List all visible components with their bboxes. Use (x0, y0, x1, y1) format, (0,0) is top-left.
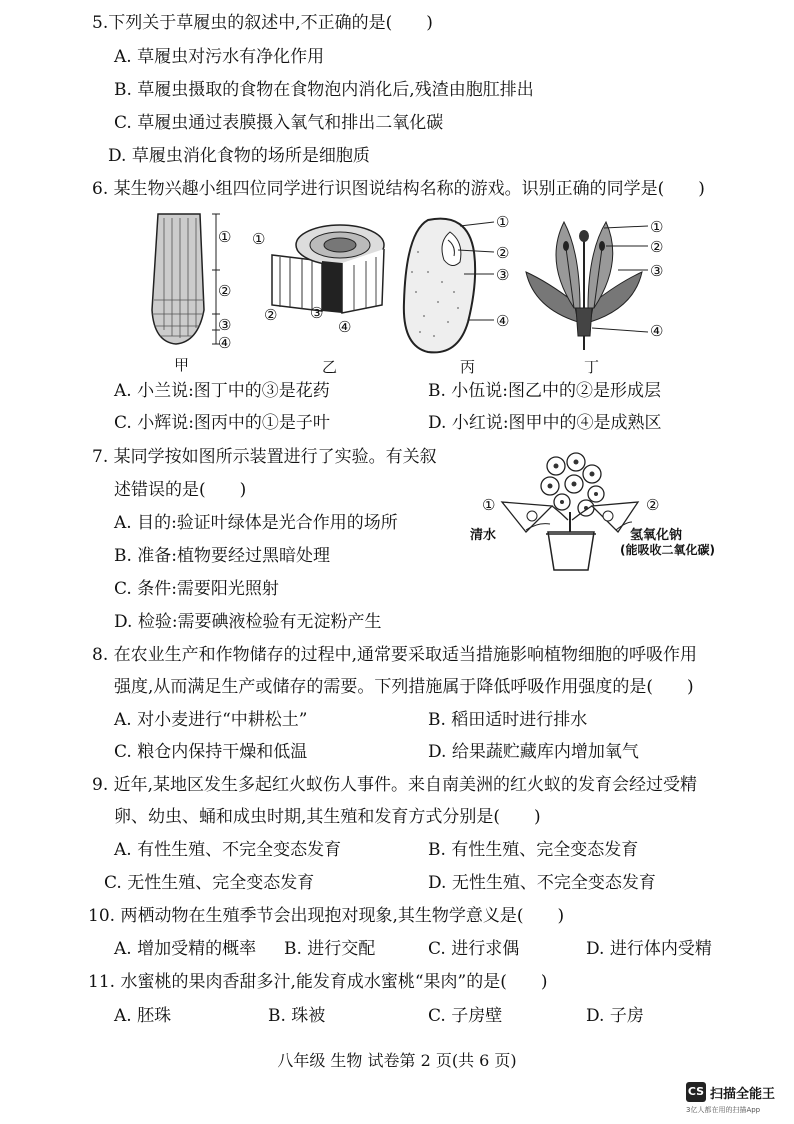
q9-option-a: A. 有性生殖、不完全变态发育 (114, 840, 342, 860)
q8-stem-line2: 强度,从而满足生产或储存的需要。下列措施属于降低呼吸作用强度的是( ) (114, 677, 694, 697)
q10-option-d: D. 进行体内受精 (586, 939, 712, 959)
q9-option-d: D. 无性生殖、不完全变态发育 (428, 873, 656, 893)
fig-jia-label: 甲 (174, 356, 190, 374)
q7-option-c: C. 条件:需要阳光照射 (114, 579, 279, 599)
q7-fig-water-label: 清水 (470, 528, 497, 543)
q6-option-b: B. 小伍说:图乙中的②是形成层 (428, 381, 662, 401)
fig-bing-label: 丙 (460, 358, 476, 376)
fig-ding-label: 丁 (584, 358, 600, 376)
q8-option-d: D. 给果蔬贮藏库内增加氧气 (428, 742, 639, 762)
q9-stem-line1: 9. 近年,某地区发生多起红火蚁伤人事件。来自南美洲的红火蚁的发育会经过受精 (92, 775, 698, 795)
q5-option-d: D. 草履虫消化食物的场所是细胞质 (108, 146, 370, 166)
q6-stem: 6. 某生物兴趣小组四位同学进行识图说结构名称的游戏。识别正确的同学是( ) (92, 179, 705, 199)
fig-yi-marker-1: ① (252, 230, 266, 248)
fig-jia-marker-4: ④ (218, 334, 232, 352)
scanner-app-name: 扫描全能王 (710, 1087, 776, 1102)
q7-option-b: B. 准备:植物要经过黑暗处理 (114, 546, 331, 566)
page-footer: 八年级 生物 试卷第 2 页(共 6 页) (277, 1051, 517, 1070)
figure-flower (514, 212, 654, 352)
fig-yi-marker-2: ② (264, 306, 278, 324)
q9-stem-line2: 卵、幼虫、蛹和成虫时期,其生殖和发育方式分别是( ) (114, 807, 541, 827)
q6-option-a: A. 小兰说:图丁中的③是花药 (114, 381, 330, 401)
figure-woody-stem (262, 215, 392, 335)
q9-option-c: C. 无性生殖、完全变态发育 (104, 873, 315, 893)
q10-option-a: A. 增加受精的概率 (114, 939, 257, 959)
fig-yi-marker-3: ③ (310, 304, 324, 322)
fig-ding-marker-3: ③ (650, 262, 664, 280)
q7-stem-line2: 述错误的是( ) (114, 480, 247, 500)
q5-option-a: A. 草履虫对污水有净化作用 (114, 47, 325, 67)
fig-bing-marker-3: ③ (496, 266, 510, 284)
figure-root-tip (140, 210, 250, 350)
fig-bing-marker-2: ② (496, 244, 510, 262)
q7-stem-line1: 7. 某同学按如图所示装置进行了实验。有关叙 (92, 447, 437, 467)
fig-ding-marker-1: ① (650, 218, 664, 236)
q7-fig-naoh-note: (能吸收二氧化碳) (620, 543, 715, 557)
fig-ding-marker-2: ② (650, 238, 664, 256)
scanner-watermark (686, 1082, 786, 1118)
scanner-logo-icon: CS (686, 1082, 706, 1102)
q10-option-c: C. 进行求偶 (428, 939, 520, 959)
q6-option-d: D. 小红说:图甲中的④是成熟区 (428, 413, 662, 433)
fig-jia-marker-1: ① (218, 228, 232, 246)
q11-stem: 11. 水蜜桃的果肉香甜多汁,能发育成水蜜桃“果肉”的是( ) (88, 972, 548, 992)
scanner-slogan: 3亿人都在用的扫描App (686, 1106, 761, 1114)
fig-bing-marker-4: ④ (496, 312, 510, 330)
fig-jia-marker-2: ② (218, 282, 232, 300)
q7-fig-marker-2: ② (646, 496, 660, 514)
fig-yi-label: 乙 (322, 358, 338, 376)
q8-option-c: C. 粮仓内保持干燥和低温 (114, 742, 308, 762)
q6-option-c: C. 小辉说:图丙中的①是子叶 (114, 413, 330, 433)
figure-bean-seed (398, 212, 508, 360)
q7-option-d: D. 检验:需要碘液检验有无淀粉产生 (114, 612, 382, 632)
q5-option-b: B. 草履虫摄取的食物在食物泡内消化后,残渣由胞肛排出 (114, 80, 534, 100)
q11-option-b: B. 珠被 (268, 1006, 326, 1026)
q11-option-d: D. 子房 (586, 1006, 644, 1026)
q7-fig-marker-1: ① (482, 496, 496, 514)
figure-plant-experiment (496, 450, 646, 580)
q10-stem: 10. 两栖动物在生殖季节会出现抱对现象,其生物学意义是( ) (88, 906, 565, 926)
fig-jia-marker-3: ③ (218, 316, 232, 334)
q11-option-a: A. 胚珠 (114, 1006, 172, 1026)
q5-option-c: C. 草履虫通过表膜摄入氧气和排出二氧化碳 (114, 113, 444, 133)
q7-fig-naoh-label: 氢氧化钠 (630, 528, 683, 543)
q8-option-b: B. 稻田适时进行排水 (428, 710, 588, 730)
q10-option-b: B. 进行交配 (284, 939, 376, 959)
q8-stem-line1: 8. 在农业生产和作物储存的过程中,通常要采取适当措施影响植物细胞的呼吸作用 (92, 645, 698, 665)
fig-yi-marker-4: ④ (338, 318, 352, 336)
q8-option-a: A. 对小麦进行“中耕松土” (114, 710, 308, 730)
q7-option-a: A. 目的:验证叶绿体是光合作用的场所 (114, 513, 398, 533)
q11-option-c: C. 子房壁 (428, 1006, 503, 1026)
fig-ding-marker-4: ④ (650, 322, 664, 340)
q9-option-b: B. 有性生殖、完全变态发育 (428, 840, 639, 860)
fig-bing-marker-1: ① (496, 213, 510, 231)
q5-stem: 5.下列关于草履虫的叙述中,不正确的是( ) (92, 13, 433, 33)
